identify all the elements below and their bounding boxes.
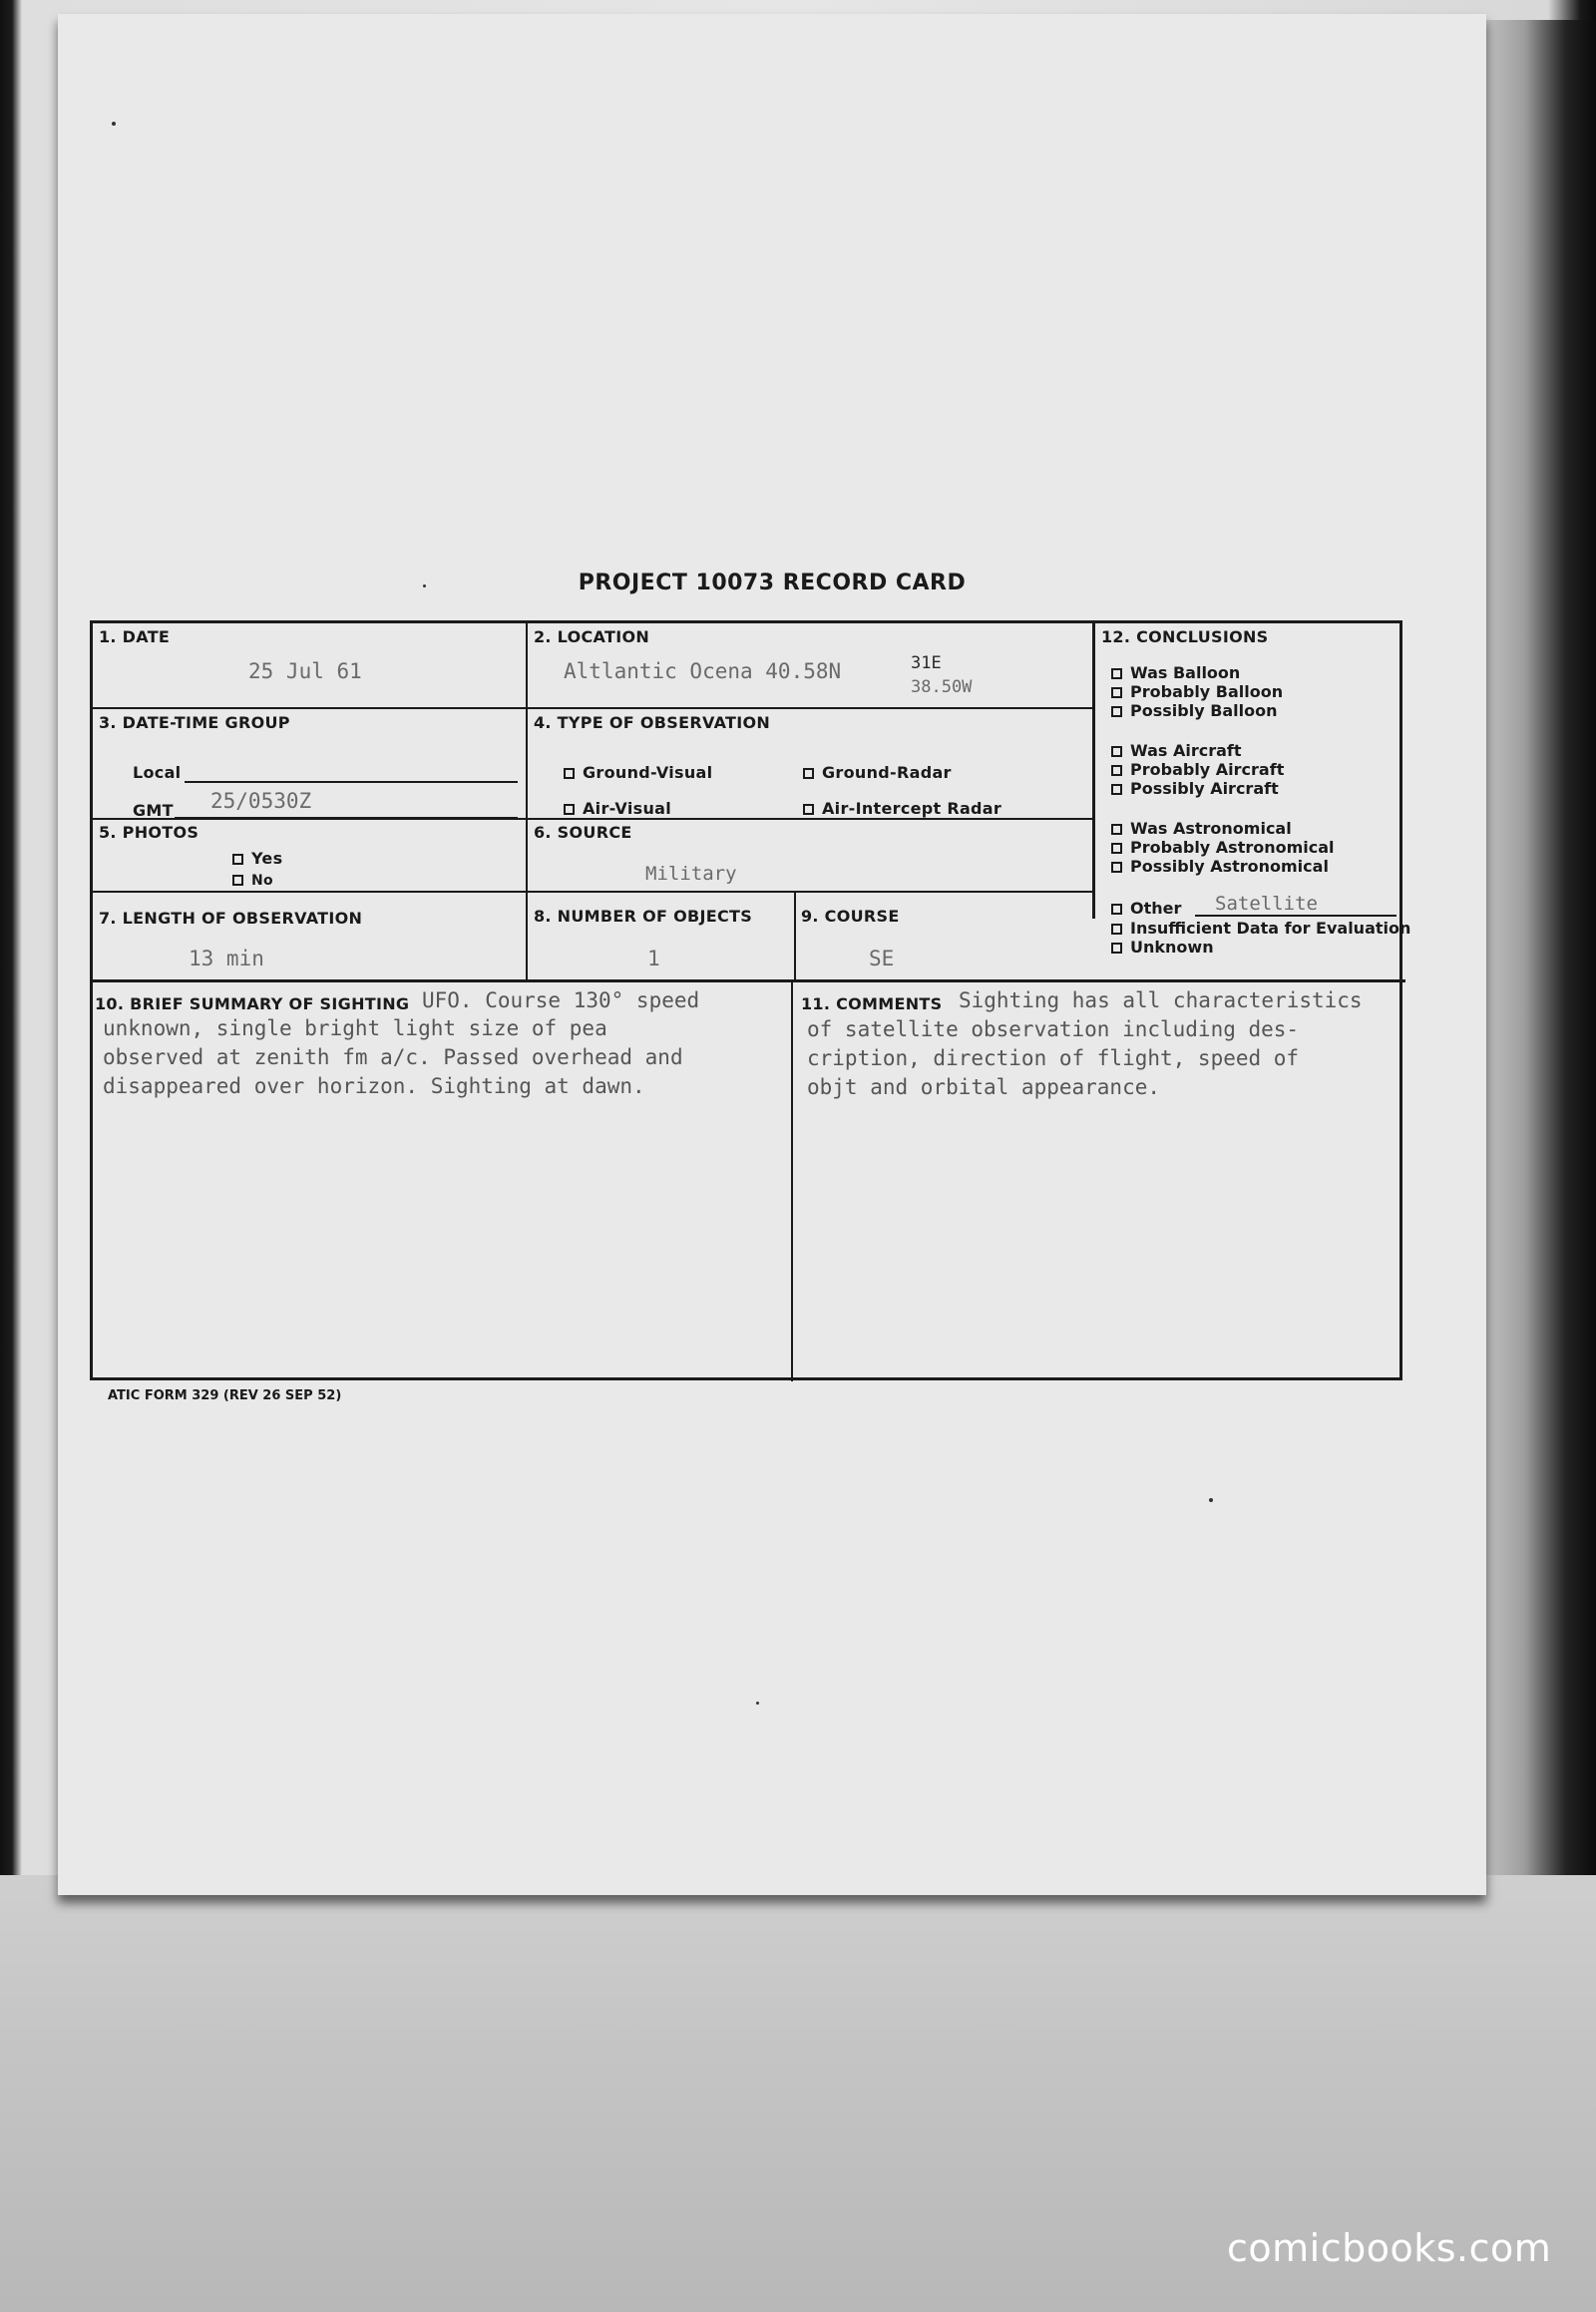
option-text: Air-Visual — [583, 799, 672, 818]
checkbox — [1111, 924, 1122, 935]
option-text: Was Astronomical — [1130, 819, 1292, 838]
option-text: Insufficient Data for Evaluation — [1130, 919, 1411, 938]
record-card-page — [58, 14, 1486, 1895]
photos-no — [232, 873, 273, 889]
conclusion-was-balloon — [1111, 663, 1240, 682]
conclusions-label: 12. CONCLUSIONS — [1101, 627, 1269, 646]
conclusion-possibly-balloon — [1111, 701, 1278, 720]
other-value: Satellite — [1215, 893, 1318, 915]
watermark: comicbooks.com — [1227, 2226, 1552, 2270]
option-text: Unknown — [1130, 938, 1214, 957]
page-title: PROJECT 10073 RECORD CARD — [578, 571, 967, 595]
option-text: Ground-Visual — [583, 763, 713, 782]
divider — [93, 979, 1405, 982]
option-text: Possibly Astronomical — [1130, 857, 1329, 876]
divider — [93, 891, 1092, 893]
divider — [526, 623, 528, 979]
checkbox — [1111, 862, 1122, 873]
option-text: Air-Intercept Radar — [822, 799, 1002, 818]
divider — [791, 979, 793, 1381]
option-ground-visual — [564, 763, 712, 782]
option-text: Possibly Aircraft — [1130, 779, 1279, 798]
checkbox — [1111, 784, 1122, 795]
option-text: Possibly Balloon — [1130, 701, 1278, 720]
checkbox — [1111, 824, 1122, 835]
num-objects-value: 1 — [647, 947, 660, 970]
conclusion-possibly-aircraft — [1111, 779, 1279, 798]
conclusions-panel — [1095, 623, 1411, 979]
checkbox — [1111, 668, 1122, 679]
photos-label: 5. PHOTOS — [99, 823, 200, 842]
summary-line: unknown, single bright light size of pea — [103, 1016, 607, 1040]
checkbox — [564, 768, 575, 779]
comments-line: Sighting has all characteristics — [959, 988, 1363, 1012]
source-label: 6. SOURCE — [534, 823, 632, 842]
divider — [93, 707, 1092, 709]
summary-line: disappeared over horizon. Sighting at dawn. — [103, 1074, 645, 1098]
gmt-underline — [175, 817, 518, 819]
local-label: Local — [133, 763, 182, 782]
option-ground-radar — [803, 763, 952, 782]
option-text: Ground-Radar — [822, 763, 952, 782]
other-underline — [1195, 915, 1396, 917]
local-underline — [185, 781, 518, 783]
divider — [794, 891, 796, 979]
summary-line: observed at zenith fm a/c. Passed overhead and — [103, 1045, 683, 1069]
conclusion-probably-balloon — [1111, 682, 1283, 701]
conclusion-was-aircraft — [1111, 741, 1242, 760]
speck — [756, 1702, 759, 1705]
gmt-label: GMT — [133, 801, 174, 820]
checkbox — [1111, 746, 1122, 757]
source-value: Military — [645, 863, 737, 885]
record-card-form — [90, 620, 1411, 1380]
option-text: Was Balloon — [1130, 663, 1241, 682]
course-label: 9. COURSE — [801, 907, 900, 926]
photos-yes — [232, 849, 282, 868]
checkbox — [1111, 843, 1122, 854]
checkbox — [1111, 943, 1122, 954]
scan-edge-strip — [1476, 20, 1596, 1895]
conclusion-probably-astronomical — [1111, 838, 1335, 857]
checkbox — [803, 768, 814, 779]
conclusion-possibly-astronomical — [1111, 857, 1329, 876]
comments-label: 11. COMMENTS — [801, 994, 943, 1013]
date-value: 25 Jul 61 — [248, 659, 362, 683]
checkbox — [1111, 765, 1122, 776]
option-text: Probably Aircraft — [1130, 760, 1285, 779]
length-label: 7. LENGTH OF OBSERVATION — [99, 909, 363, 928]
speck — [112, 122, 116, 126]
comments-line: cription, direction of flight, speed of — [807, 1046, 1300, 1070]
type-observation-label: 4. TYPE OF OBSERVATION — [534, 713, 771, 732]
checkbox — [803, 804, 814, 815]
num-objects-label: 8. NUMBER OF OBJECTS — [534, 907, 753, 926]
conclusion-insufficient — [1111, 919, 1410, 938]
option-text: No — [251, 873, 273, 889]
conclusion-was-astronomical — [1111, 819, 1292, 838]
summary-label: 10. BRIEF SUMMARY OF SIGHTING — [95, 994, 410, 1013]
checkbox — [1111, 687, 1122, 698]
date-label: 1. DATE — [99, 627, 171, 646]
checkbox — [232, 854, 243, 865]
option-text: Other — [1130, 899, 1182, 918]
location-label: 2. LOCATION — [534, 627, 650, 646]
option-air-visual — [564, 799, 671, 818]
option-text: Probably Astronomical — [1130, 838, 1335, 857]
conclusion-probably-aircraft — [1111, 760, 1284, 779]
course-value: SE — [869, 947, 895, 970]
option-text: Was Aircraft — [1130, 741, 1242, 760]
speck — [1209, 1498, 1213, 1502]
location-value: Altlantic Ocena 40.58N — [564, 659, 842, 683]
conclusion-unknown — [1111, 938, 1214, 957]
gmt-value: 25/0530Z — [210, 789, 312, 813]
location-coord-top: 31E — [911, 653, 942, 673]
summary-line: UFO. Course 130° speed — [422, 988, 700, 1012]
dtg-label: 3. DATE-TIME GROUP — [99, 713, 290, 732]
checkbox-marked — [564, 804, 575, 815]
conclusion-other — [1111, 899, 1181, 918]
checkbox — [1111, 706, 1122, 717]
checkbox-marked — [1111, 904, 1122, 915]
length-value: 13 min — [189, 947, 264, 970]
option-text: Yes — [251, 849, 283, 868]
option-air-intercept-radar — [803, 799, 1001, 818]
location-coord-bottom: 38.50W — [911, 677, 973, 697]
form-footer: ATIC FORM 329 (REV 26 SEP 52) — [108, 1388, 342, 1403]
comments-line: objt and orbital appearance. — [807, 1075, 1161, 1099]
comments-line: of satellite observation including des- — [807, 1017, 1300, 1041]
option-text: Probably Balloon — [1130, 682, 1284, 701]
checkbox-marked — [232, 875, 243, 886]
